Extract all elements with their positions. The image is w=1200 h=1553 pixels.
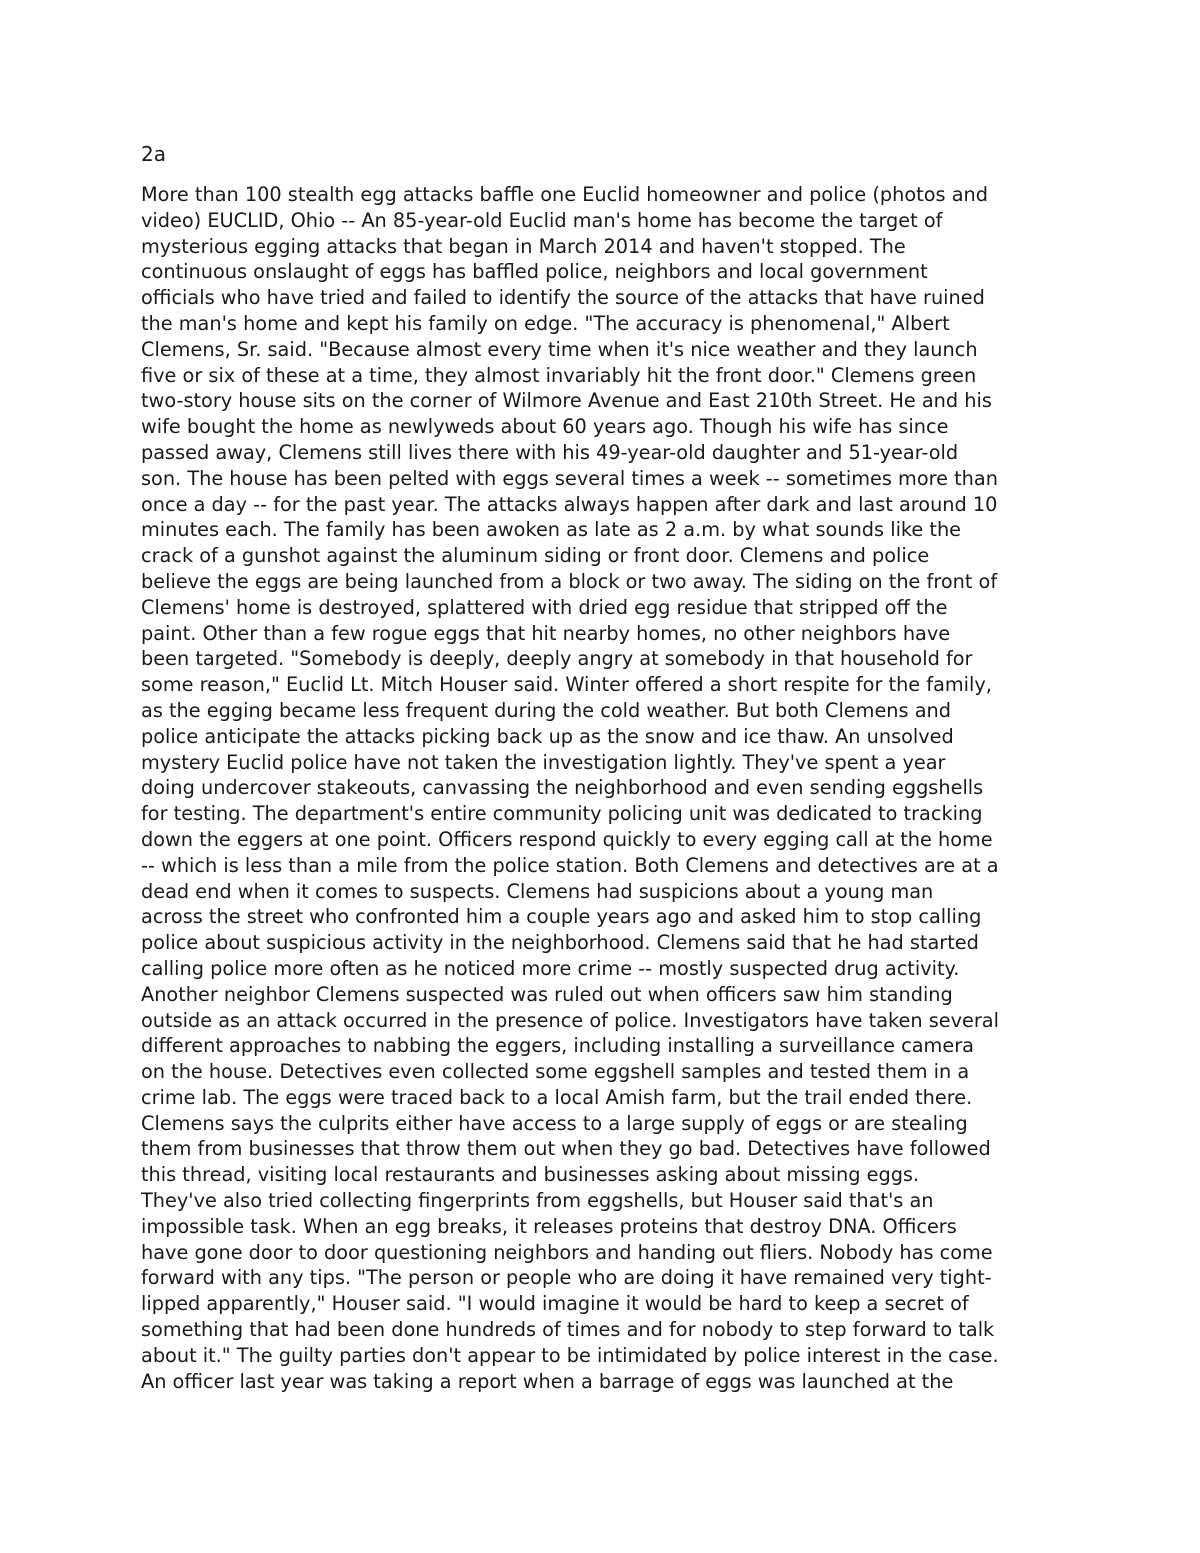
body-text-line: paint. Other than a few rogue eggs that hit nearby homes, no other neighbors have [141,621,951,645]
body-text-line: son. The house has been pelted with eggs several times a week -- sometimes more than [141,466,998,490]
body-text-line: some reason," Euclid Lt. Mitch Houser said. Winter offered a short respite for the family, [141,673,992,697]
body-text-line: mysterious egging attacks that began in March 2014 and haven't stopped. The [141,234,906,258]
body-text-line: different approaches to nabbing the eggers, including installing a surveillance camera [141,1034,974,1058]
body-text-line: dead end when it comes to suspects. Clemens had suspicions about a young man [141,879,934,903]
body-text-line: officials who have tried and failed to identify the source of the attacks that have ruined [141,286,985,310]
body-text-line: the man's home and kept his family on edge. "The accuracy is phenomenal," Albert [141,311,950,335]
body-text-line: wife bought the home as newlyweds about 60 years ago. Though his wife has since [141,415,949,439]
body-text-line: Clemens' home is destroyed, splattered with dried egg residue that stripped off the [141,595,948,619]
body-text-line: Another neighbor Clemens suspected was ruled out when officers saw him standing [141,982,953,1006]
body-text-line: crack of a gunshot against the aluminum siding or front door. Clemens and police [141,544,930,568]
body-text-line: More than 100 stealth egg attacks baffle one Euclid homeowner and police (photos and [141,183,988,206]
body-text-line: something that had been done hundreds of times and for nobody to step forward to talk [141,1318,995,1342]
body-text-line: lipped apparently," Houser said. "I would imagine it would be hard to keep a secret of [141,1292,969,1316]
body-text-line: down the eggers at one point. Officers respond quickly to every egging call at the home [141,827,993,851]
body-text-line: passed away, Clemens still lives there with his 49-year-old daughter and 51-year-old [141,440,959,464]
body-text-line: five or six of these at a time, they almost invariably hit the front door." Clemens green [141,363,977,387]
body-text-line: police about suspicious activity in the neighborhood. Clemens said that he had started [141,931,979,955]
body-text-line: forward with any tips. "The person or people who are doing it have remained very tight- [141,1266,992,1290]
body-text-line: Clemens, Sr. said. "Because almost every time when it's nice weather and they launch [141,337,978,361]
body-text-line: police anticipate the attacks picking back up as the snow and ice thaw. An unsolved [141,724,954,748]
body-text-line: crime lab. The eggs were traced back to a local Amish farm, but the trail ended there. [141,1085,973,1109]
body-text-line: Clemens says the culprits either have access to a large supply of eggs or are stealing [141,1111,968,1135]
body-text-line: mystery Euclid police have not taken the investigation lightly. They've spent a year [141,750,946,774]
body-text-line: impossible task. When an egg breaks, it releases proteins that destroy DNA. Officers [141,1214,957,1238]
body-text-line: as the egging became less frequent during the cold weather. But both Clemens and [141,698,951,722]
article-body [141,182,1101,1394]
body-text-line: two-story house sits on the corner of Wilmore Avenue and East 210th Street. He and his [141,389,992,413]
body-text-line: An officer last year was taking a report when a barrage of eggs was launched at the [141,1369,954,1393]
body-text-line: continuous onslaught of eggs has baffled police, neighbors and local government [141,260,928,284]
body-text-line: on the house. Detectives even collected some eggshell samples and tested them in a [141,1060,970,1084]
body-text-line: for testing. The department's entire community policing unit was dedicated to tracking [141,802,983,826]
body-text-line: outside as an attack occurred in the presence of police. Investigators have taken several [141,1008,999,1032]
body-text-line: across the street who confronted him a couple years ago and asked him to stop calling [141,905,982,929]
body-text-line: been targeted. "Somebody is deeply, deeply angry at somebody in that household for [141,647,973,671]
body-text-line: doing undercover stakeouts, canvassing the neighborhood and even sending eggshells [141,776,984,800]
body-text-line: this thread, visiting local restaurants and businesses asking about missing eggs. [141,1163,920,1187]
body-text-line: have gone door to door questioning neighbors and handing out fliers. Nobody has come [141,1240,993,1264]
body-text-line: video) EUCLID, Ohio -- An 85-year-old Euclid man's home has become the target of [141,208,943,232]
body-text-line: about it." The guilty parties don't appear to be intimidated by police interest in the case. [141,1343,999,1367]
body-text-line: believe the eggs are being launched from a block or two away. The siding on the front of [141,569,998,593]
page-heading: 2a [141,142,166,166]
body-text-line: them from businesses that throw them out when they go bad. Detectives have followed [141,1137,991,1161]
body-text-line: minutes each. The family has been awoken as late as 2 a.m. by what sounds like the [141,518,962,542]
body-text-line: They've also tried collecting fingerprints from eggshells, but Houser said that's an [141,1189,934,1213]
body-text-line: calling police more often as he noticed more crime -- mostly suspected drug activity. [141,956,960,980]
body-text-line: -- which is less than a mile from the police station. Both Clemens and detectives are at a [141,853,999,877]
body-text-line: once a day -- for the past year. The attacks always happen after dark and last around 10 [141,492,998,516]
